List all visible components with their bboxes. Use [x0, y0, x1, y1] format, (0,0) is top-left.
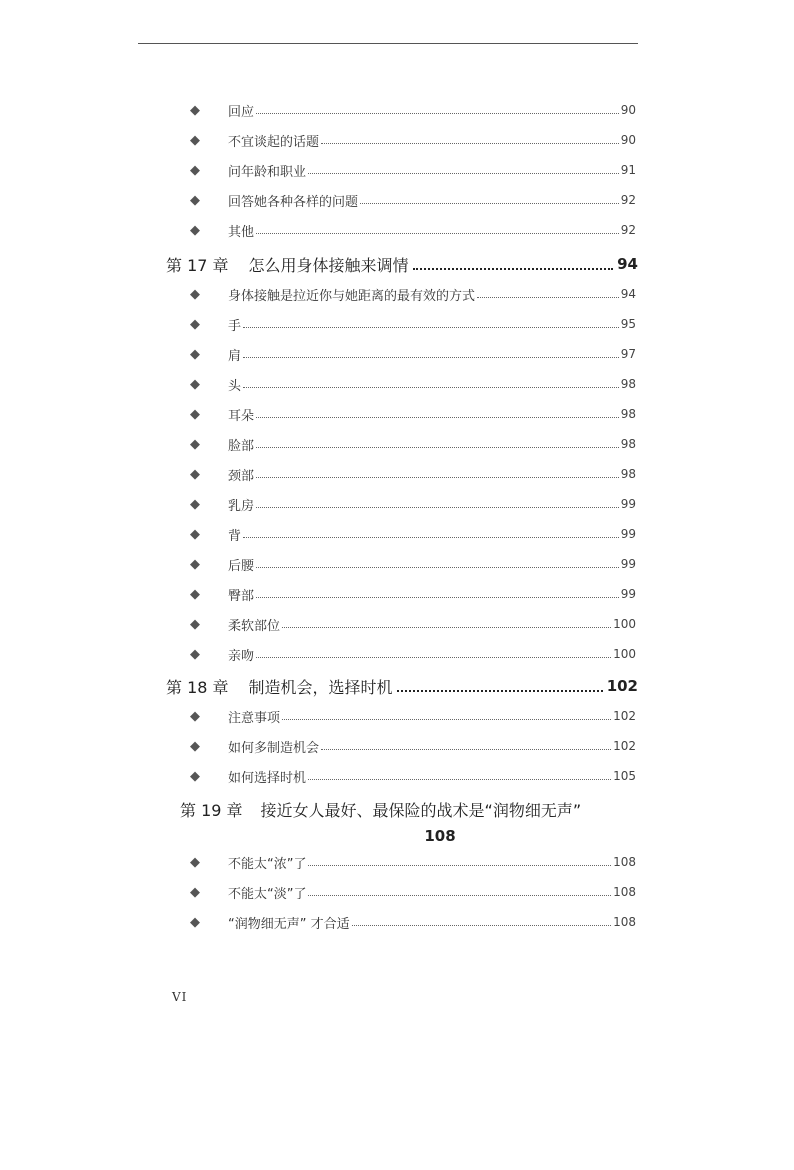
toc-entry[interactable] [186, 464, 636, 484]
diamond-bullet-icon: ◆ [190, 526, 200, 542]
toc-entry[interactable] [186, 584, 636, 604]
diamond-bullet-icon: ◆ [190, 376, 200, 392]
toc-entry-page: 95 [620, 317, 636, 331]
dot-leader [282, 719, 611, 720]
dot-leader [243, 327, 619, 328]
toc-entry[interactable] [186, 284, 636, 304]
toc-entry-title: 如何选择时机 [228, 770, 307, 786]
diamond-bullet-icon: ◆ [190, 556, 200, 572]
toc-entry-title: 回应 [228, 104, 255, 120]
chapter-heading-19[interactable] [180, 798, 620, 845]
dot-leader [243, 357, 619, 358]
toc-entry-title: 其他 [228, 224, 255, 240]
toc-entry-title: 如何多制造机会 [228, 740, 320, 756]
dot-leader [397, 690, 603, 692]
toc-entry-page: 91 [620, 163, 636, 177]
diamond-bullet-icon: ◆ [190, 162, 200, 178]
diamond-bullet-icon: ◆ [190, 132, 200, 148]
toc-entry[interactable] [186, 404, 636, 424]
dot-leader [282, 627, 611, 628]
dot-leader [308, 895, 611, 896]
toc-entry-title: 身体接触是拉近你与她距离的最有效的方式 [228, 288, 476, 304]
toc-entry[interactable] [186, 736, 636, 756]
toc-entry-page: 92 [620, 193, 636, 207]
toc-entry-title: 头 [228, 378, 242, 394]
dot-leader [256, 477, 619, 478]
dot-leader [256, 417, 619, 418]
diamond-bullet-icon: ◆ [190, 316, 200, 332]
dot-leader [256, 657, 611, 658]
toc-entry-page: 99 [620, 587, 636, 601]
toc-entry[interactable] [186, 434, 636, 454]
toc-entry-title: 乳房 [228, 498, 255, 514]
toc-entry[interactable] [186, 344, 636, 364]
chapter-title: 制造机会，选择时机 [248, 677, 393, 697]
chapter-page: 94 [617, 255, 638, 273]
toc-entry-title: 臀部 [228, 588, 255, 604]
toc-entry-page: 97 [620, 347, 636, 361]
diamond-bullet-icon: ◆ [190, 884, 200, 900]
chapter-number: 第 19 章 [180, 801, 243, 820]
toc-entry[interactable] [186, 706, 636, 726]
dot-leader [256, 113, 619, 114]
dot-leader [256, 447, 619, 448]
chapter-title: 接近女人最好、最保险的战术是“润物细无声” [260, 801, 582, 820]
toc-entry-page: 94 [620, 287, 636, 301]
dot-leader [477, 297, 619, 298]
toc-entry[interactable] [186, 220, 636, 240]
toc-entry[interactable] [186, 100, 636, 120]
toc-entry[interactable] [186, 644, 636, 664]
toc-entry-title: 不能太“淡”了 [228, 886, 307, 902]
toc-entry[interactable] [186, 882, 636, 902]
diamond-bullet-icon: ◆ [190, 646, 200, 662]
toc-entry[interactable] [186, 130, 636, 150]
dot-leader [360, 203, 619, 204]
diamond-bullet-icon: ◆ [190, 436, 200, 452]
toc-entry-title: 不能太“浓”了 [228, 856, 307, 872]
toc-entry-page: 108 [613, 885, 636, 899]
toc-entry[interactable] [186, 524, 636, 544]
diamond-bullet-icon: ◆ [190, 854, 200, 870]
toc-entry-page: 92 [620, 223, 636, 237]
toc-entry[interactable] [186, 190, 636, 210]
chapter-number: 第 18 章 [166, 677, 229, 697]
toc-entry-page: 100 [613, 617, 636, 631]
toc-entry-page: 90 [620, 133, 636, 147]
toc-entry-page: 90 [620, 103, 636, 117]
dot-leader [308, 173, 619, 174]
diamond-bullet-icon: ◆ [190, 738, 200, 754]
dot-leader [256, 597, 619, 598]
toc-entry-title: 颈部 [228, 468, 255, 484]
toc-entry-title: 注意事项 [228, 710, 281, 726]
toc-entry-page: 108 [613, 855, 636, 869]
chapter-page: 108 [424, 827, 456, 845]
diamond-bullet-icon: ◆ [190, 586, 200, 602]
toc-entry[interactable] [186, 766, 636, 786]
diamond-bullet-icon: ◆ [190, 286, 200, 302]
toc-entry-page: 99 [620, 527, 636, 541]
diamond-bullet-icon: ◆ [190, 466, 200, 482]
toc-entry-page: 108 [613, 915, 636, 929]
toc-entry[interactable] [186, 554, 636, 574]
toc-entry-page: 98 [620, 377, 636, 391]
dot-leader [256, 567, 619, 568]
diamond-bullet-icon: ◆ [190, 496, 200, 512]
toc-entry[interactable] [186, 852, 636, 872]
toc-entry[interactable] [186, 912, 636, 932]
diamond-bullet-icon: ◆ [190, 708, 200, 724]
dot-leader [256, 233, 619, 234]
chapter-heading-17[interactable] [166, 251, 638, 277]
toc-entry-page: 98 [620, 437, 636, 451]
toc-entry-title: 手 [228, 318, 242, 334]
dot-leader [308, 779, 611, 780]
diamond-bullet-icon: ◆ [190, 406, 200, 422]
dot-leader [413, 268, 614, 270]
toc-entry-title: 柔软部位 [228, 618, 281, 634]
toc-entry[interactable] [186, 314, 636, 334]
diamond-bullet-icon: ◆ [190, 346, 200, 362]
dot-leader [352, 925, 611, 926]
toc-entry-page: 102 [613, 709, 636, 723]
toc-entry-title: 耳朵 [228, 408, 255, 424]
toc-entry-page: 99 [620, 497, 636, 511]
toc-entry-title: 不宜谈起的话题 [228, 134, 320, 150]
chapter-line [180, 798, 620, 821]
toc-entry-title: 背 [228, 528, 242, 544]
dot-leader [256, 507, 619, 508]
toc-entry[interactable] [186, 614, 636, 634]
chapter-heading-18[interactable] [166, 673, 638, 699]
chapter-number: 第 17 章 [166, 255, 229, 275]
toc-entry-title: 肩 [228, 348, 242, 364]
dot-leader [321, 143, 619, 144]
dot-leader [308, 865, 611, 866]
toc-entry-title: 问年龄和职业 [228, 164, 307, 180]
dot-leader [321, 749, 611, 750]
diamond-bullet-icon: ◆ [190, 222, 200, 238]
toc-entry-title: 脸部 [228, 438, 255, 454]
toc-entry-page: 102 [613, 739, 636, 753]
toc-entry-page: 100 [613, 647, 636, 661]
toc-entry[interactable] [186, 374, 636, 394]
toc-entry-title: 后腰 [228, 558, 255, 574]
toc-entry-page: 98 [620, 467, 636, 481]
toc-entry[interactable] [186, 160, 636, 180]
toc-entry-page: 98 [620, 407, 636, 421]
toc-entry-title: 亲吻 [228, 648, 255, 664]
diamond-bullet-icon: ◆ [190, 914, 200, 930]
toc-entry-page: 105 [613, 769, 636, 783]
diamond-bullet-icon: ◆ [190, 102, 200, 118]
diamond-bullet-icon: ◆ [190, 768, 200, 784]
toc-entry-title: 回答她各种各样的问题 [228, 194, 359, 210]
diamond-bullet-icon: ◆ [190, 616, 200, 632]
toc-entry-title: “润物细无声” 才合适 [228, 916, 350, 932]
chapter-page: 102 [606, 677, 638, 695]
dot-leader [243, 537, 619, 538]
dot-leader [243, 387, 619, 388]
page-number-footer: VI [172, 990, 188, 1004]
toc-entry-page: 99 [620, 557, 636, 571]
diamond-bullet-icon: ◆ [190, 192, 200, 208]
chapter-title: 怎么用身体接触来调情 [248, 255, 409, 275]
toc-entry[interactable] [186, 494, 636, 514]
